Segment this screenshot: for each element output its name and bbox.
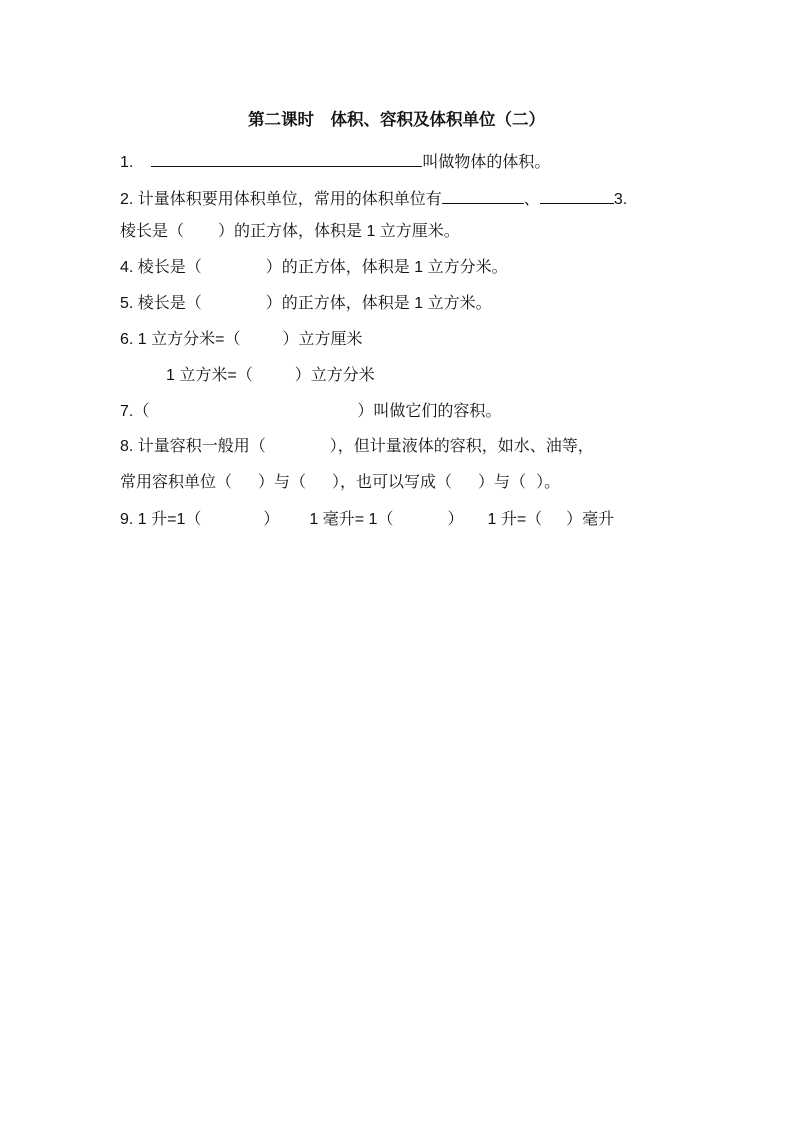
separator: 、: [523, 191, 540, 208]
question-text: 常用容积单位（: [120, 474, 233, 491]
answer-blank[interactable]: [442, 187, 524, 204]
question-text: 2. 计量体积要用体积单位，常用的体积单位有: [120, 191, 442, 208]
page-title: 第二课时 体积、容积及体积单位（二）: [248, 111, 545, 129]
question-text: ）与（: [258, 474, 307, 491]
question-text: 1 立方米=（: [166, 367, 253, 384]
question-text: ）的正方体，体积是 1 立方厘米。: [218, 223, 460, 240]
question-6b: [166, 366, 375, 386]
question-text: 棱长是（: [120, 223, 185, 240]
question-6: [120, 330, 363, 350]
question-number: 1.: [120, 154, 134, 171]
question-text: ）叫做它们的容积。: [357, 403, 502, 420]
question-number: 3.: [613, 191, 628, 208]
question-text: 9. 1 升=1（: [120, 511, 202, 528]
question-1: [120, 150, 550, 173]
question-7: [120, 402, 501, 422]
question-text: 5. 棱长是（: [120, 295, 202, 312]
question-text: ）的正方体，体积是 1 立方分米。: [265, 259, 508, 276]
question-2: [120, 187, 627, 210]
question-text: ），也可以写成（: [332, 474, 453, 491]
answer-blank[interactable]: [151, 150, 422, 167]
question-text: ）立方厘米: [282, 331, 363, 348]
question-5: [120, 294, 492, 314]
question-3: [120, 222, 460, 242]
question-8b: [120, 473, 560, 493]
question-text: 7.（: [120, 403, 150, 420]
question-text: 6. 1 立方分米=（: [120, 331, 241, 348]
question-text: 叫做物体的体积。: [422, 154, 551, 171]
question-text: 4. 棱长是（: [120, 259, 202, 276]
question-text: ），但计量液体的容积，如水、油等，: [329, 438, 594, 455]
question-8: [120, 437, 594, 457]
question-text: ）。: [536, 474, 561, 491]
question-text: 1 升=（: [487, 511, 543, 528]
question-text: ）的正方体，体积是 1 立方米。: [265, 295, 492, 312]
answer-blank[interactable]: [540, 187, 614, 204]
question-9: [120, 510, 614, 530]
question-text: ）立方分米: [294, 367, 375, 384]
question-text: ）与（: [478, 474, 527, 491]
question-text: ）毫升: [566, 511, 615, 528]
question-text: 8. 计量容积一般用（: [120, 438, 266, 455]
question-text: 1 毫升= 1（: [309, 511, 394, 528]
question-text: ）: [263, 511, 280, 528]
question-4: [120, 258, 508, 278]
question-text: ）: [447, 511, 464, 528]
